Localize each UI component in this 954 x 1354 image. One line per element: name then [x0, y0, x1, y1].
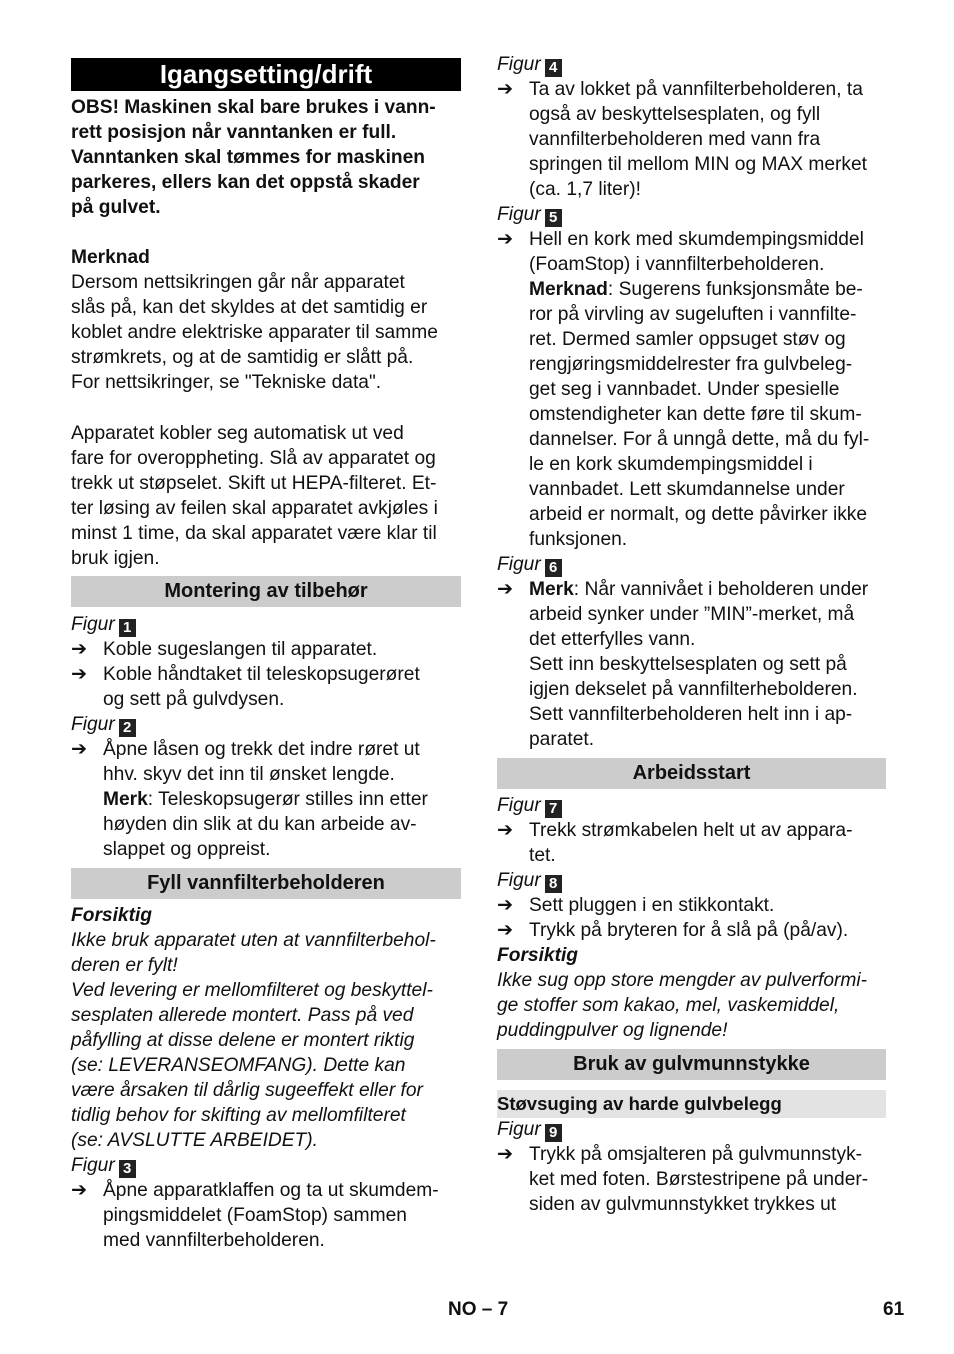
list-item: ➔ Merk: Når vannivået i beholderen under arbeid synker under ”MIN”-merket, må det etterfylles vann. Sett inn beskyttelsesplaten og sett på igjen dekselet på vannfilterhebolderen. Sett vannfilterbeholderen helt inn i ap- paratet. [497, 579, 869, 750]
caution-heading: Forsiktig [71, 905, 153, 926]
section-heading-gulvmunnstykke: Bruk av gulvmunnstykke [497, 1049, 886, 1080]
caution-heading: Forsiktig [497, 945, 579, 966]
arrow-right-icon: ➔ [497, 895, 514, 916]
list-item: ➔ Ta av lokket på vannfilterbeholderen, ta også av beskyttelsesplaten, og fyll vannfilterbeholderen med vann fra springen til mellom MIN og MAX merket (ca. 1,7 liter)! [497, 79, 868, 200]
list-item: ➔ Trekk strømkabelen helt ut av appara- tet. [497, 820, 853, 866]
arrow-right-icon: ➔ [497, 79, 514, 100]
fyll-block: Forsiktig Ikke bruk apparatet uten at vannfilterbehol- deren er fylt! Ved levering er mellomfilteret og beskyttel- sesplaten allerede montert. Pass på ved påfylling at disse delene er montert riktig (se: LEVERANSEOMFANG). Dette kan være årsaken til dårlig sugeeffekt eller for tidlig behov for skifting av mellomfilteret (se: AVSLUTTE ARBEIDET). Figur 3 ➔ Åpne apparatklaffen og ta ut skumdem- pingsmiddelet (FoamStop) sammen med vannfilterbeholderen. [71, 903, 461, 1253]
figure-number: 5 [545, 209, 562, 227]
figure-ref: Figur 8 [497, 868, 886, 893]
list-item: ➔ Åpne apparatklaffen og ta ut skumdem- pingsmiddelet (FoamStop) sammen med vannfilterbeholderen. [71, 1180, 439, 1251]
list-item: ➔ Sett pluggen i en stikkontakt. [497, 895, 775, 916]
figure-number: 3 [119, 1160, 136, 1178]
figure-number: 9 [545, 1124, 562, 1142]
arrow-right-icon: ➔ [497, 820, 514, 841]
arrow-right-icon: ➔ [497, 920, 514, 941]
arrow-right-icon: ➔ [71, 664, 88, 685]
figure-ref: Figur 7 [497, 793, 886, 818]
warning-text: OBS! Maskinen skal bare brukes i vann- rett posisjon når vanntanken er full. Vanntanken skal tømmes for maskinen parkeres, ellers kan det oppstå skader på gulvet. [71, 97, 436, 218]
figure-number: 4 [545, 59, 562, 77]
auto-shutoff-text: Apparatet kobler seg automatisk ut ved fare for overoppheting. Slå av apparatet og trekk ut støpselet. Skift ut HEPA-filteret. Et- ter løsing av feilen skal apparatet avkjøles i minst 1 time, da skal apparatet være klar til bruk igjen. [71, 423, 438, 569]
figure-ref: Figur 9 [497, 1117, 886, 1142]
list-item: ➔ Koble håndtaket til teleskopsugerøret og sett på gulvdysen. [71, 664, 420, 710]
arrow-right-icon: ➔ [71, 639, 88, 660]
footer-page-label: NO – 7 [448, 1299, 509, 1320]
figure-number: 2 [119, 719, 136, 737]
arrow-right-icon: ➔ [71, 739, 88, 760]
section-heading-montering: Montering av tilbehør [71, 576, 461, 607]
figure-number: 6 [545, 559, 562, 577]
footer-page-number: 61 [883, 1299, 905, 1320]
list-item: ➔ Hell en kork med skumdempingsmiddel (FoamStop) i vannfilterbeholderen. Merknad: Sugerens funksjonsmåte be- ror på virvling av sugeluften i vannfilte- ret. Dermed samler oppsuget støv og rengjøringsmiddelrester fra gulvbeleg- get seg i vannbadet. Under spesielle omstendigheter kan dette føre til skum- dannelser. For å unngå dette, må du fyl- le en kork skumdempingsmiddel i vannbadet. Lett skumdannelse under arbeid er normalt, og dette påvirker ikke funksjonen. [497, 229, 870, 550]
arrow-right-icon: ➔ [497, 229, 514, 250]
note-block: Merknad Dersom nettsikringen går når apparatet slås på, kan det skyldes at det samtidig er koblet andre elektriske apparater til samme strømkrets, og at de samtidig er slått på. For nettsikringer, se "Tekniske data". [71, 245, 461, 395]
section-heading-arbeidsstart: Arbeidsstart [497, 758, 886, 789]
right-steps-a [497, 52, 886, 752]
subsection-heading-harde-gulv: Støvsuging av harde gulvbelegg [497, 1090, 886, 1118]
figure-ref: Figur 2 [71, 712, 461, 737]
figure-number: 1 [119, 619, 136, 637]
list-item: ➔ Trykk på bryteren for å slå på (på/av). [497, 920, 849, 941]
gulv-block [497, 1117, 886, 1217]
arrow-right-icon: ➔ [71, 1180, 88, 1201]
figure-number: 7 [545, 800, 562, 818]
arrow-right-icon: ➔ [497, 579, 514, 600]
figure-ref: Figur 4 [497, 52, 886, 77]
note-heading: Merknad [71, 247, 150, 268]
arbeidsstart-block: Figur 7 ➔ Trekk strømkabelen helt ut av appara- tet. Figur 8 ➔ Sett pluggen i en stikkontakt. ➔ Trykk på bryteren for å slå på (på/av). Forsiktig Ikke sug opp store mengder av pulverformi- ge stoffer som kakao, mel, vaskemiddel, puddingpulver og lignende! [497, 793, 886, 1043]
page-title: Igangsetting/drift [71, 58, 461, 91]
figure-ref: Figur 3 [71, 1153, 461, 1178]
list-item: ➔ Koble sugeslangen til apparatet. [71, 639, 378, 660]
list-item: ➔ Trykk på omsjalteren på gulvmunnstyk- ket med foten. Børstestripene på under- siden av gulvmunnstykket trykkes ut [497, 1144, 869, 1215]
arrow-right-icon: ➔ [497, 1144, 514, 1165]
figure-number: 8 [545, 875, 562, 893]
section-heading-fyll: Fyll vannfilterbeholderen [71, 868, 461, 899]
montering-steps [71, 612, 461, 862]
figure-ref: Figur 1 [71, 612, 461, 637]
figure-ref: Figur 6 [497, 552, 886, 577]
figure-ref: Figur 5 [497, 202, 886, 227]
list-item: ➔ Åpne låsen og trekk det indre røret ut hhv. skyv det inn til ønsket lengde. Merk: Teleskopsugerør stilles inn etter høyden din slik at du kan arbeide av- slappet og oppreist. [71, 739, 428, 860]
